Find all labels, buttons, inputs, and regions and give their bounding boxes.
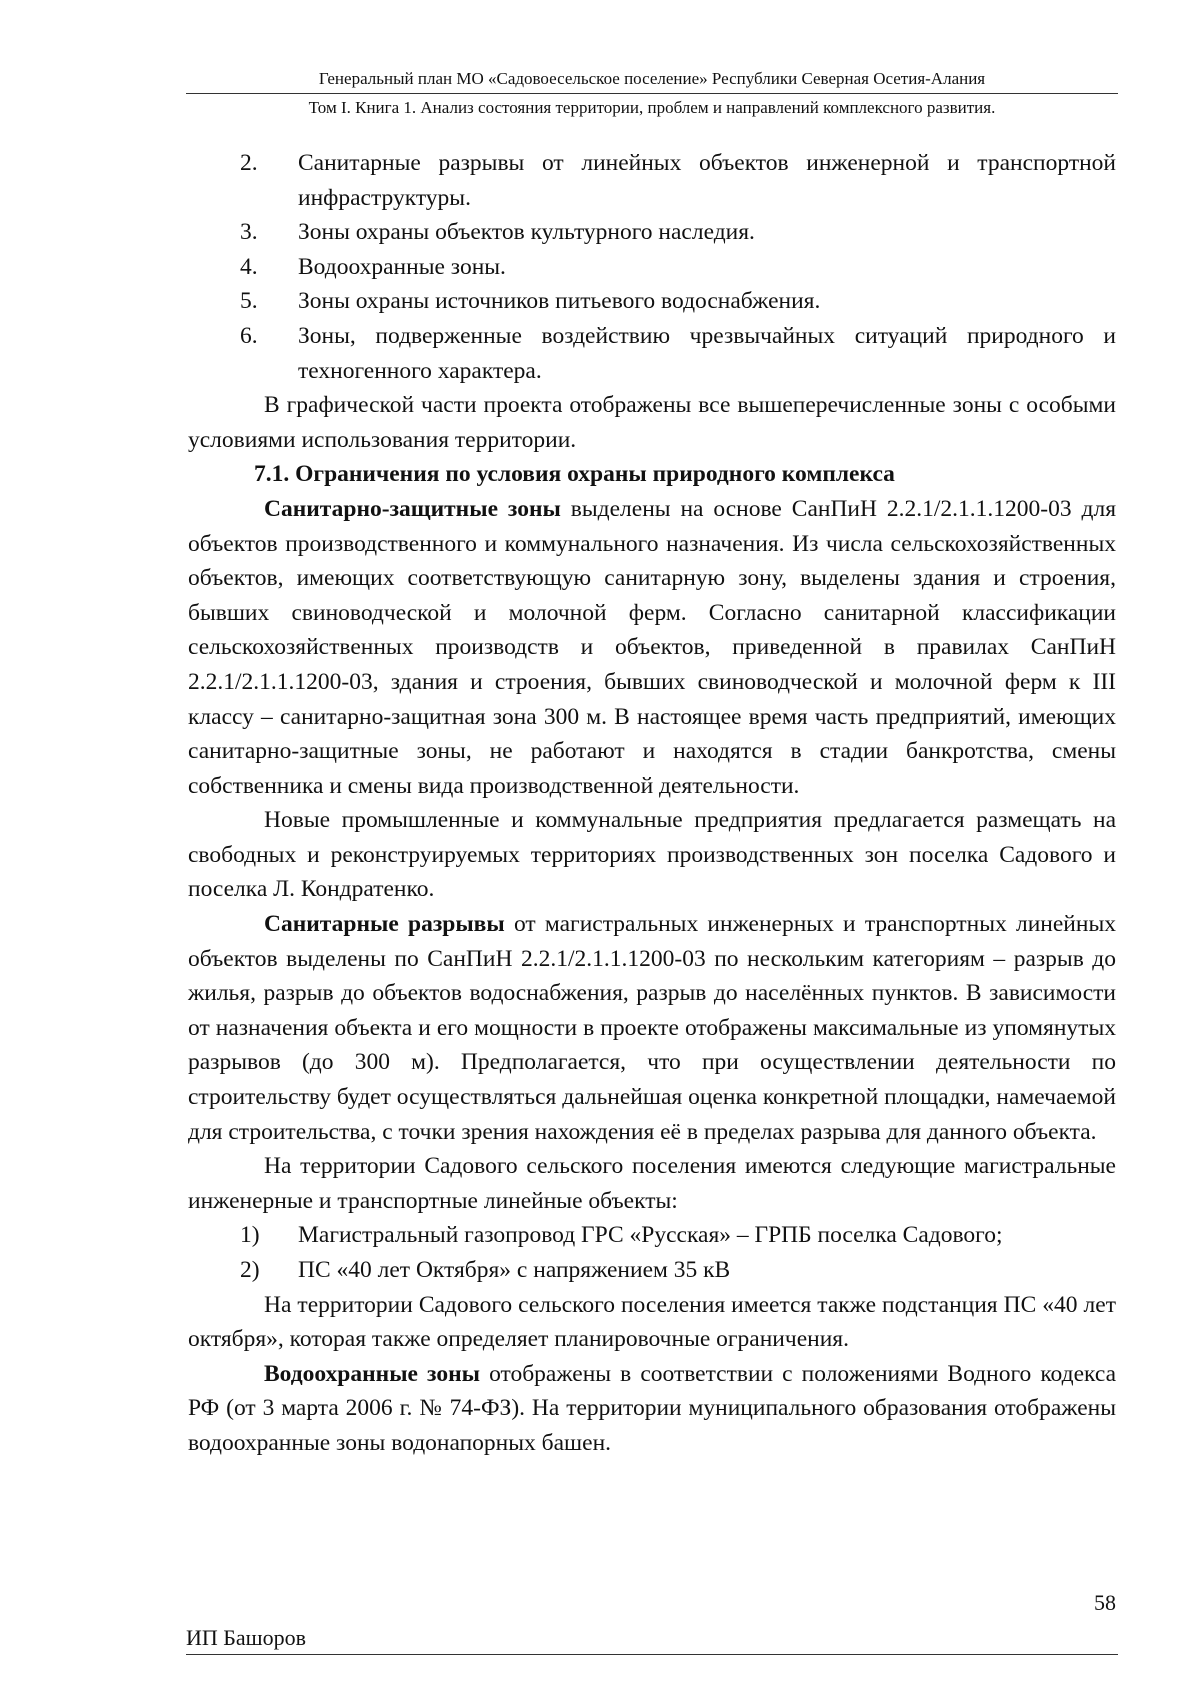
document-body: [188, 146, 1116, 1461]
list-item-number: 5.: [240, 288, 258, 315]
paragraph-new-enterprises: Новые промышленные и коммунальные предприятия предлагается размещать на свободных и реконструируемых территориях производственных зон поселка Садового и поселка Л. Кондратенко.: [188, 807, 1116, 903]
list-item-text: ПС «40 лет Октября» с напряжением 35 кВ: [298, 1257, 731, 1283]
list-item-number: 2): [240, 1257, 260, 1283]
paragraph-sanitary-gaps-text: от магистральных инженерных и транспортных линейных объектов выделены по СанПиН 2.2.1/2.1.1.1200-03 по нескольким категориям – разрыв до жилья, разрыв до объектов водоснабжения, разрыв до населённых пунктов. В зависимости от назначения объекта и его мощности в проекте отображены максимальные из упомянутых разрывов (до 300 м). Предполагается, что при осуществлении деятельности по строительству будет осуществляться дальнейшая оценка конкретной площадки, намечаемой для строительства, с точки зрения нахождения её в пределах разрыва для данного объекта.: [188, 911, 1116, 1145]
list-item-text: Санитарные разрывы от линейных объектов инженерной и транспортной инфраструктуры.: [298, 150, 1116, 211]
section-heading: 7.1. Ограничения по условия охраны природного комплекса: [254, 461, 895, 488]
list-item: [188, 215, 1116, 250]
header-document-title: Генеральный план МО «Садовоесельское поселение» Республики Северная Осетия-Алания: [186, 68, 1118, 94]
list-item-text: Зоны охраны источников питьевого водоснабжения.: [298, 288, 821, 315]
page-header: [186, 68, 1118, 119]
paragraph-graphic-part: В графической части проекта отображены все вышеперечисленные зоны с особыми условиями использования территории.: [188, 392, 1116, 453]
list-item: [188, 284, 1116, 319]
term-sanitary-gaps: Санитарные разрывы: [264, 911, 505, 938]
paragraph-water-zones: [188, 1357, 1116, 1461]
list-item-number: 2.: [240, 150, 258, 176]
list-item-number: 4.: [240, 253, 258, 280]
list-item: [188, 146, 1116, 215]
term-water-zones: Водоохранные зоны: [264, 1360, 480, 1387]
page-footer: ИП Башоров: [186, 1624, 1118, 1655]
list-item: [188, 250, 1116, 285]
paragraph-sanitary-zones-text: выделены на основе СанПиН 2.2.1/2.1.1.1200-03 для объектов производственного и коммунального назначения. Из числа сельскохозяйственных объектов, имеющих соответствующую санитарную зону, выделены здания и строения, бывших свиноводческой и молочной ферм. Согласно санитарной классификации сельскохозяйственных производств и объектов, приведенной в правилах СанПиН 2.2.1/2.1.1.1200-03, здания и строения, бывших свиноводческой и молочной ферм к III классу – санитарно-защитная зона 300 м. В настоящее время часть предприятий, имеющих санитарно-защитные зоны, не работают и находятся в стадии банкротства, смены собственника и смены вида производственной деятельности.: [188, 495, 1116, 799]
list-item: [188, 1253, 1116, 1288]
paragraph-territory-objects: На территории Садового сельского поселения имеются следующие магистральные инженерные и транспортные линейные объекты:: [188, 1153, 1116, 1214]
list-item-number: 6.: [240, 322, 258, 349]
list-item-text: Водоохранные зоны.: [298, 253, 506, 280]
list-item-number: 3.: [240, 219, 258, 246]
page-number: 58: [1094, 1590, 1116, 1615]
paragraph-sanitary-zones: [188, 492, 1116, 803]
paragraph-substation: На территории Садового сельского поселения имеется также подстанция ПС «40 лет октября», которая также определяет планировочные ограничения.: [188, 1291, 1116, 1353]
list-item-text: Магистральный газопровод ГРС «Русская» – ГРПБ поселка Садового;: [298, 1222, 1003, 1249]
list-item: [188, 1218, 1116, 1253]
header-volume-title: Том I. Книга 1. Анализ состояния территории, проблем и направлений комплексного развития.: [308, 98, 996, 117]
paragraph-water-zones-text: отображены в соответствии с положениями Водного кодекса РФ (от 3 марта 2006 г. № 74-ФЗ). На территории муниципального образования отображены водоохранные зоны водонапорных башен.: [188, 1360, 1116, 1456]
list-item-number: 1): [240, 1222, 260, 1249]
term-sanitary-zones: Санитарно-защитные зоны: [264, 495, 561, 522]
list-item: [188, 319, 1116, 388]
list-item-text: Зоны охраны объектов культурного наследия.: [298, 219, 755, 246]
paragraph-sanitary-gaps: [188, 907, 1116, 1149]
list-item-text: Зоны, подверженные воздействию чрезвычайных ситуаций природного и техногенного характера.: [298, 322, 1116, 384]
